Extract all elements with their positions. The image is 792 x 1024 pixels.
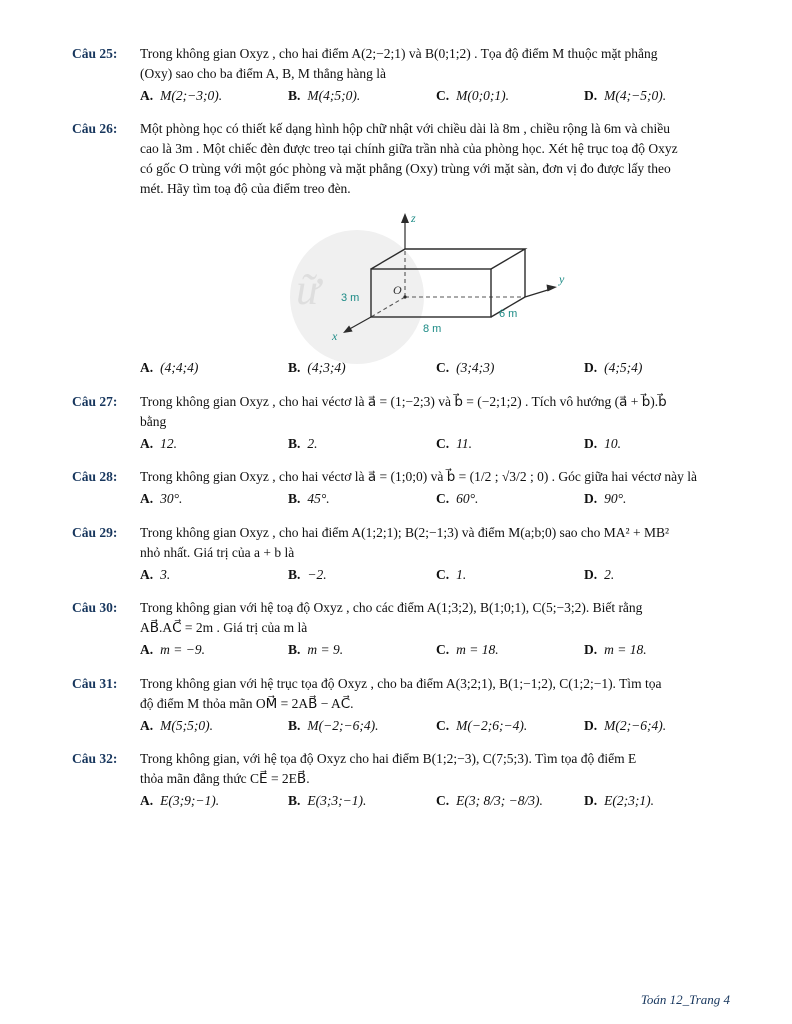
z-axis-arrow (401, 213, 409, 223)
option-d (584, 565, 732, 586)
option-text: m = −9. (160, 642, 205, 658)
option-letter: D. (584, 642, 598, 658)
question-text-line: cao là 3m . Một chiếc đèn được treo tại chính giữa trần nhà của phòng học. Xét hệ trục toạ độ Oxyz (140, 141, 678, 157)
option-letter: C. (436, 491, 450, 507)
option-letter: C. (436, 793, 450, 809)
answer-options (140, 489, 732, 510)
option-letter: C. (436, 642, 450, 658)
option-letter: B. (288, 87, 301, 103)
question-29 (72, 523, 732, 585)
option-letter: A. (140, 435, 154, 451)
option-b (288, 358, 436, 379)
option-letter: D. (584, 491, 598, 507)
option-b (288, 791, 436, 812)
watermark-letter: ữ (296, 265, 320, 314)
option-letter: D. (584, 87, 598, 103)
question-text-line: Trong không gian Oxyz , cho hai véctơ là a⃗ = (1;−2;3) và b⃗ = (−2;1;2) . Tích vô hướng (a⃗ + b⃗).b⃗ (140, 393, 667, 409)
option-b (288, 565, 436, 586)
option-letter: C. (436, 87, 450, 103)
option-letter: B. (288, 717, 301, 733)
question-body (140, 523, 732, 585)
question-text-line: Trong không gian, với hệ tọa độ Oxyz cho hai điểm B(1;2;−3), C(7;5;3). Tìm tọa độ điểm E (140, 751, 637, 767)
figure-container (140, 205, 732, 353)
question-label: Câu 28: (72, 469, 118, 485)
option-a (140, 716, 288, 737)
option-b (288, 716, 436, 737)
question-text-line: bằng (140, 413, 167, 429)
option-c (436, 86, 584, 107)
option-text: M(0;0;1). (456, 87, 509, 103)
option-letter: B. (288, 435, 301, 451)
option-a (140, 358, 288, 379)
length-dimension-label: 8 m (423, 323, 442, 336)
option-letter: D. (584, 566, 598, 582)
question-body (140, 467, 732, 509)
option-a (140, 640, 288, 661)
answer-options (140, 358, 732, 379)
question-text (140, 598, 732, 638)
option-c (436, 716, 584, 737)
option-c (436, 489, 584, 510)
question-text-line: độ điểm M thỏa mãn OM⃗ = 2AB⃗ − AC⃗. (140, 695, 354, 711)
option-text: m = 9. (307, 642, 344, 658)
option-a (140, 434, 288, 455)
option-letter: B. (288, 491, 301, 507)
option-letter: B. (288, 566, 301, 582)
answer-options (140, 640, 732, 661)
option-text: 2. (307, 435, 318, 451)
option-b (288, 434, 436, 455)
option-text: 90°. (604, 491, 627, 507)
option-b (288, 640, 436, 661)
option-a (140, 489, 288, 510)
option-a (140, 86, 288, 107)
question-27 (72, 392, 732, 454)
question-text (140, 674, 732, 714)
y-axis-label: y (559, 272, 565, 287)
option-text: 1. (456, 566, 467, 582)
question-text-line: có gốc O trùng với một góc phòng và mặt phẳng (Oxy) trùng với mặt sàn, đơn vị đo được lấy theo (140, 161, 671, 177)
page-footer: Toán 12_Trang 4 (640, 992, 730, 1007)
question-text-line: nhỏ nhất. Giá trị của a + b là (140, 544, 295, 560)
x-axis-arrow (343, 326, 353, 334)
question-text-line: Trong không gian với hệ trục tọa độ Oxyz , cho ba điểm A(3;2;1), B(1;−1;2), C(1;2;−1). Tìm tọa (140, 675, 662, 691)
exam-content (72, 44, 732, 825)
option-letter: A. (140, 87, 154, 103)
question-body (140, 674, 732, 736)
option-c (436, 791, 584, 812)
question-text-line: Trong không gian Oxyz , cho hai điểm A(1;2;1); B(2;−1;3) và điểm M(a;b;0) sao cho MA² + MB² (140, 524, 670, 540)
option-text: E(3;9;−1). (160, 793, 220, 809)
question-text-line: Trong không gian Oxyz , cho hai véctơ là a⃗ = (1;0;0) và b⃗ = (1/2 ; √3/2 ; 0) . Góc giữa hai véctơ này là (140, 469, 697, 485)
option-text: m = 18. (456, 642, 499, 658)
question-body (140, 119, 732, 378)
question-32 (72, 749, 732, 811)
option-letter: C. (436, 717, 450, 733)
option-c (436, 434, 584, 455)
question-label: Câu 27: (72, 393, 118, 409)
option-letter: D. (584, 360, 598, 376)
option-text: 12. (160, 435, 177, 451)
question-body (140, 749, 732, 811)
option-text: m = 18. (604, 642, 647, 658)
option-d (584, 86, 732, 107)
option-text: 10. (604, 435, 621, 451)
question-30 (72, 598, 732, 660)
question-text-line: AB⃗.AC⃗ = 2m . Giá trị của m là (140, 620, 308, 636)
option-text: 11. (456, 435, 472, 451)
question-label: Câu 26: (72, 121, 118, 137)
width-dimension-label: 6 m (499, 308, 518, 321)
y-axis-arrow (547, 285, 558, 292)
option-text: 60°. (456, 491, 479, 507)
answer-options (140, 565, 732, 586)
option-letter: C. (436, 435, 450, 451)
answer-options (140, 434, 732, 455)
option-letter: D. (584, 717, 598, 733)
option-d (584, 434, 732, 455)
origin-point (403, 296, 406, 299)
question-body (140, 44, 732, 106)
option-letter: B. (288, 360, 301, 376)
option-letter: A. (140, 642, 154, 658)
option-letter: C. (436, 360, 450, 376)
question-31 (72, 674, 732, 736)
option-letter: B. (288, 642, 301, 658)
question-text-line: (Oxy) sao cho ba điểm A, B, M thẳng hàng là (140, 65, 386, 81)
option-letter: A. (140, 566, 154, 582)
question-text-line: mét. Hãy tìm toạ độ của điểm treo đèn. (140, 181, 351, 197)
option-b (288, 489, 436, 510)
option-text: M(2;−6;4). (604, 717, 667, 733)
option-text: M(4;5;0). (307, 87, 361, 103)
option-text: E(3;3;−1). (307, 793, 367, 809)
question-text (140, 44, 732, 84)
option-text: E(3; 8/3; −8/3). (456, 793, 543, 809)
option-b (288, 86, 436, 107)
option-letter: A. (140, 491, 154, 507)
option-text: (4;5;4) (604, 360, 643, 376)
question-label: Câu 32: (72, 751, 118, 767)
option-text: (3;4;3) (456, 360, 495, 376)
question-text (140, 523, 732, 563)
question-label: Câu 29: (72, 524, 118, 540)
option-text: M(−2;6;−4). (456, 717, 528, 733)
option-letter: A. (140, 717, 154, 733)
option-d (584, 640, 732, 661)
option-d (584, 489, 732, 510)
option-letter: D. (584, 793, 598, 809)
question-25 (72, 44, 732, 106)
question-text (140, 392, 732, 432)
question-body (140, 598, 732, 660)
room-box-figure (301, 205, 571, 353)
z-axis-label: z (411, 211, 416, 226)
question-text-line: Một phòng học có thiết kế dạng hình hộp chữ nhật với chiều dài là 8m , chiều rộng là 6m và chiều (140, 121, 670, 137)
option-d (584, 358, 732, 379)
question-label: Câu 30: (72, 600, 118, 616)
option-text: (4;4;4) (160, 360, 199, 376)
question-text (140, 119, 732, 199)
option-letter: B. (288, 793, 301, 809)
option-text: E(2;3;1). (604, 793, 654, 809)
option-letter: A. (140, 360, 154, 376)
option-d (584, 791, 732, 812)
answer-options (140, 86, 732, 107)
option-text: M(4;−5;0). (604, 87, 667, 103)
option-text: (4;3;4) (307, 360, 346, 376)
question-text (140, 749, 732, 789)
question-text-line: Trong không gian với hệ toạ độ Oxyz , cho các điểm A(1;3;2), B(1;0;1), C(5;−3;2). Biết rằng (140, 600, 643, 616)
answer-options (140, 716, 732, 737)
option-letter: A. (140, 793, 154, 809)
axes-lines (346, 219, 551, 331)
question-text-line: thỏa mãn đẳng thức CE⃗ = 2EB⃗. (140, 771, 310, 787)
question-text (140, 467, 732, 487)
option-letter: C. (436, 566, 450, 582)
option-c (436, 640, 584, 661)
option-text: 2. (604, 566, 615, 582)
option-text: 30°. (160, 491, 183, 507)
option-a (140, 791, 288, 812)
option-c (436, 358, 584, 379)
option-a (140, 565, 288, 586)
question-label: Câu 25: (72, 46, 118, 61)
question-28 (72, 467, 732, 509)
height-dimension-label: 3 m (341, 292, 360, 305)
option-text: 45°. (307, 491, 330, 507)
answer-options (140, 791, 732, 812)
question-26 (72, 119, 732, 378)
question-text-line: Trong không gian Oxyz , cho hai điểm A(2;−2;1) và B(0;1;2) . Tọa độ điểm M thuộc mặt phẳng (140, 46, 658, 61)
option-text: 3. (160, 566, 171, 582)
option-letter: D. (584, 435, 598, 451)
option-text: M(5;5;0). (160, 717, 213, 733)
x-axis-label: x (332, 329, 338, 344)
question-label: Câu 31: (72, 675, 118, 691)
option-text: −2. (307, 566, 327, 582)
option-c (436, 565, 584, 586)
origin-label: O (393, 283, 402, 298)
question-body (140, 392, 732, 454)
option-d (584, 716, 732, 737)
option-text: M(−2;−6;4). (307, 717, 379, 733)
option-text: M(2;−3;0). (160, 87, 223, 103)
